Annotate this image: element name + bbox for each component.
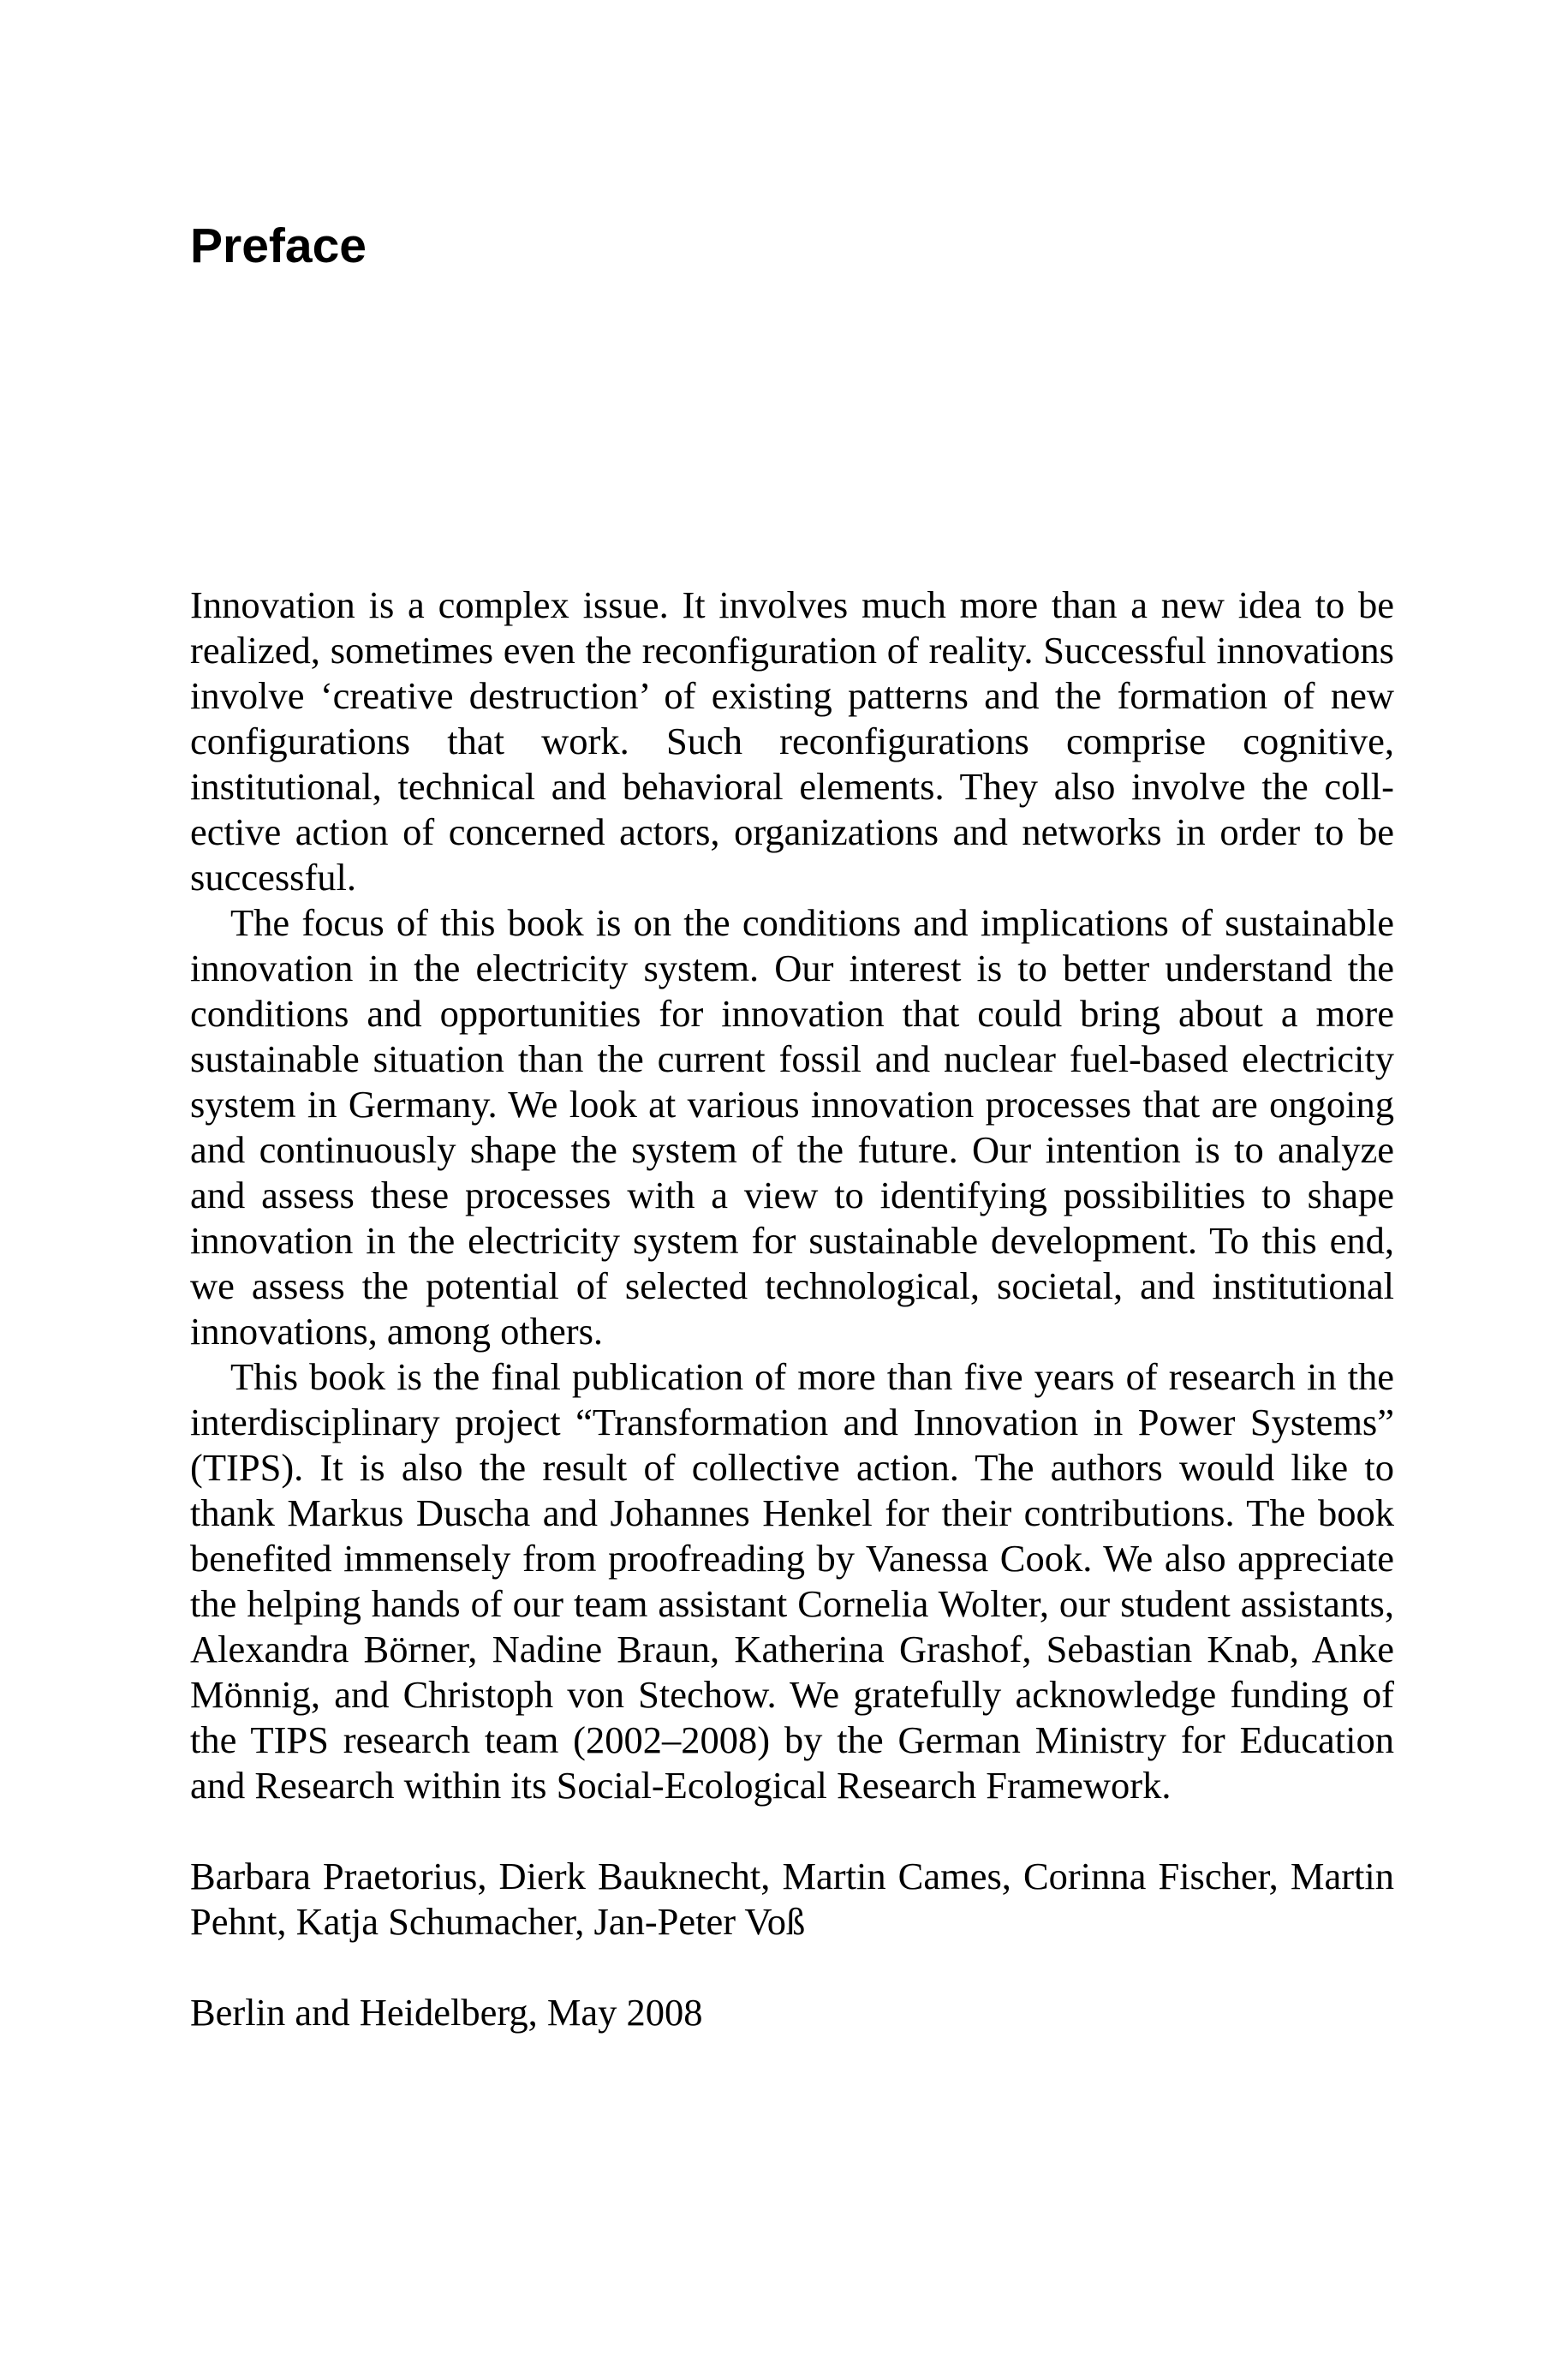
author-signature: Barbara Praetorius, Dierk Bauknecht, Martin Cames, Corinna Fischer, Martin Pehnt, Katja Schumacher, Jan-Peter Voß	[190, 1855, 1394, 1943]
place-and-date: Berlin and Heidelberg, May 2008	[190, 1991, 703, 2034]
preface-body	[190, 583, 1394, 2035]
paragraph-2: The focus of this book is on the conditions and implications of sustainable innovation in the electricity system. Our interest is to better understand the conditions and opportunities for innovation that could bring about a more sustainable situation than the current fossil and nuclear fuel-based electricity system in Germany. We look at various innovation processes that are ongoing and continuously shape the system of the future. Our intention is to analyze and assess these processes with a view to identifying possibilities to shape innovation in the electricity system for sustainable development. To this end, we assess the potential of selected technological, societal, and institutional innovations, among others.	[190, 901, 1394, 1353]
page-title: Preface	[190, 218, 367, 273]
paragraph-3: This book is the final publication of more than five years of research in the interdisciplinary project “Transformation and Innovation in Power Systems” (TIPS). It is also the result of collective action. The authors would like to thank Markus Duscha and Johannes Henkel for their contributions. The book benefited immensely from proofreading by Vanessa Cook. We also appreciate the helping hands of our team assistant Cornelia Wolter, our student assistants, Alexandra Börner, Nadine Braun, Katherina Grashof, Sebastian Knab, Anke Mönnig, and Christoph von Stechow. We gratefully acknowledge funding of the TIPS research team (2002–2008) by the German Ministry for Education and Research within its Social-Ecological Research Framework.	[190, 1355, 1394, 1807]
paragraph-1: Innovation is a complex issue. It involves much more than a new idea to be realized, sometimes even the reconfiguration of reality. Successful innovations involve ‘creative destruction’ of existing patterns and the formation of new configurations that work. Such reconfigurations comprise cognitive, institutional, technical and behavioral elements. They also involve the collective action of concerned actors, organizations and networks in order to be successful.	[190, 583, 1394, 899]
